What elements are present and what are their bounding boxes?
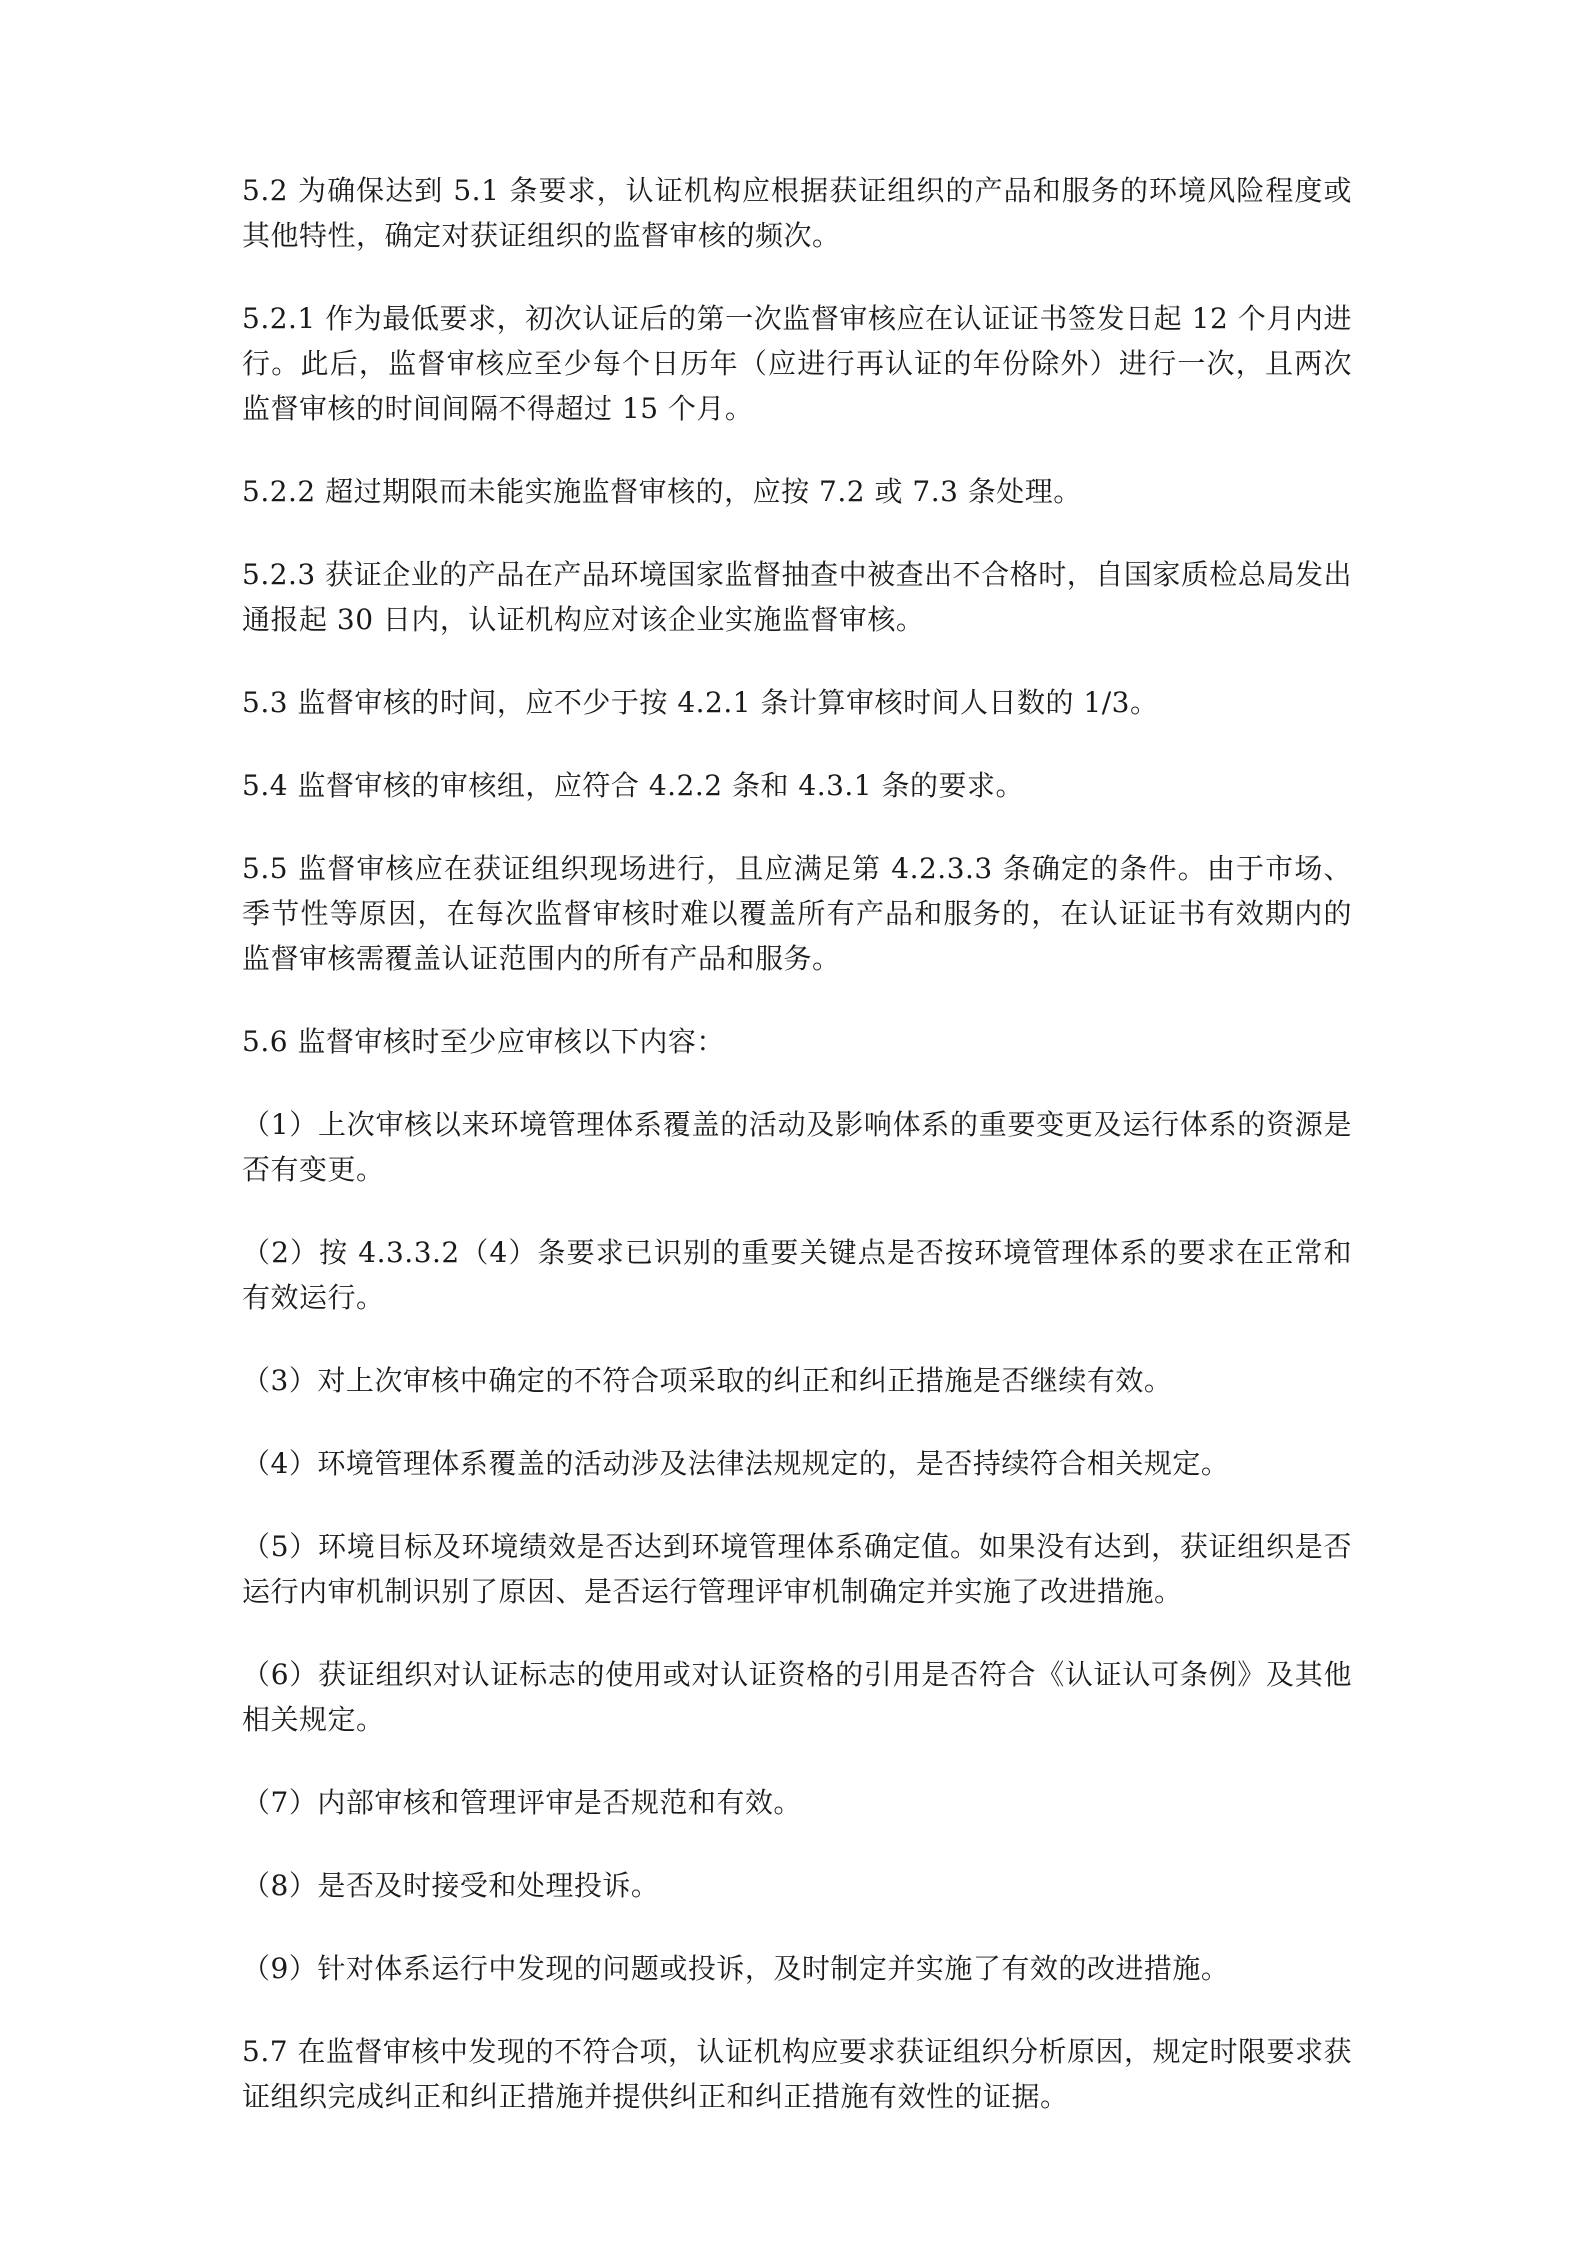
list-item-1: （1）上次审核以来环境管理体系覆盖的活动及影响体系的重要变更及运行体系的资源是否有变更。 (242, 1108, 1352, 1186)
paragraph-5-5: 5.5 监督审核应在获证组织现场进行，且应满足第 4.2.3.3 条确定的条件。由于市场、季节性等原因，在每次监督审核时难以覆盖所有产品和服务的，在认证证书有效期内的监督审核需覆盖认证范围内的所有产品和服务。 (242, 852, 1352, 975)
list-item-8: （8）是否及时接受和处理投诉。 (242, 1869, 660, 1902)
list-item-4: （4）环境管理体系覆盖的活动涉及法律法规规定的，是否持续符合相关规定。 (242, 1447, 1230, 1480)
paragraph-5-6: 5.6 监督审核时至少应审核以下内容： (242, 1025, 725, 1058)
list-item-9: （9）针对体系运行中发现的问题或投诉，及时制定并实施了有效的改进措施。 (242, 1952, 1230, 1985)
paragraph-5-2: 5.2 为确保达到 5.1 条要求，认证机构应根据获证组织的产品和服务的环境风险程度或其他特性，确定对获证组织的监督审核的频次。 (242, 174, 1352, 252)
list-item-2: （2）按 4.3.3.2（4）条要求已识别的重要关键点是否按环境管理体系的要求在正常和有效运行。 (242, 1236, 1352, 1314)
list-item-7: （7）内部审核和管理评审是否规范和有效。 (242, 1786, 802, 1819)
list-item-5: （5）环境目标及环境绩效是否达到环境管理体系确定值。如果没有达到，获证组织是否运行内审机制识别了原因、是否运行管理评审机制确定并实施了改进措施。 (242, 1530, 1352, 1608)
paragraph-5-3: 5.3 监督审核的时间，应不少于按 4.2.1 条计算审核时间人日数的 1/3。 (242, 686, 1159, 719)
paragraph-5-2-2: 5.2.2 超过期限而未能实施监督审核的，应按 7.2 或 7.3 条处理。 (242, 475, 1082, 508)
list-item-6: （6）获证组织对认证标志的使用或对认证资格的引用是否符合《认证认可条例》及其他相关规定。 (242, 1658, 1352, 1736)
paragraph-5-4: 5.4 监督审核的审核组，应符合 4.2.2 条和 4.3.1 条的要求。 (242, 769, 1025, 802)
paragraph-5-2-3: 5.2.3 获证企业的产品在产品环境国家监督抽查中被查出不合格时，自国家质检总局发出通报起 30 日内，认证机构应对该企业实施监督审核。 (242, 558, 1352, 636)
list-item-3: （3）对上次审核中确定的不符合项采取的纠正和纠正措施是否继续有效。 (242, 1364, 1173, 1397)
document-page (242, 168, 1352, 2157)
paragraph-5-7: 5.7 在监督审核中发现的不符合项，认证机构应要求获证组织分析原因，规定时限要求获证组织完成纠正和纠正措施并提供纠正和纠正措施有效性的证据。 (242, 2035, 1352, 2113)
paragraph-5-2-1: 5.2.1 作为最低要求，初次认证后的第一次监督审核应在认证证书签发日起 12 个月内进行。此后，监督审核应至少每个日历年（应进行再认证的年份除外）进行一次，且两次监督审核的时间间隔不得超过 15 个月。 (242, 302, 1352, 425)
